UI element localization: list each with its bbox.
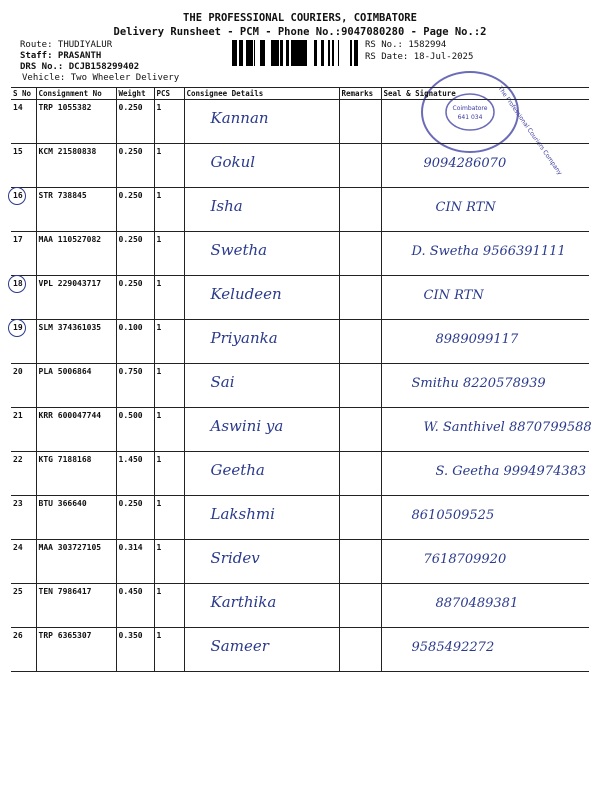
table-row	[11, 320, 589, 364]
signature-handwriting: CIN RTN	[435, 200, 496, 215]
barcode-bar	[355, 40, 358, 66]
pcs-cell: 1	[154, 144, 184, 188]
signature-cell	[381, 540, 589, 584]
signature-cell	[381, 144, 589, 188]
consignee-cell	[184, 100, 339, 144]
sno-cell: 15	[11, 144, 36, 188]
remarks-cell	[339, 452, 381, 496]
consignee-cell	[184, 452, 339, 496]
signature-handwriting: S. Geetha 9994974383	[435, 464, 587, 479]
consignment-cell: STR 738845	[36, 188, 116, 232]
barcode-bar	[293, 40, 296, 66]
weight-cell: 0.750	[116, 364, 154, 408]
col-pcs: PCS	[154, 88, 184, 100]
remarks-cell	[339, 276, 381, 320]
barcode-bar	[350, 40, 352, 66]
weight-cell: 1.450	[116, 452, 154, 496]
pcs-cell: 1	[154, 276, 184, 320]
sno-cell: 19	[11, 320, 36, 364]
signature-handwriting: Smithu 8220578939	[411, 376, 546, 391]
weight-cell: 0.314	[116, 540, 154, 584]
pcs-cell: 1	[154, 232, 184, 276]
pen-circle-mark	[8, 319, 26, 337]
signature-cell	[381, 320, 589, 364]
vehicle-field: Vehicle: Two Wheeler Delivery	[22, 73, 180, 83]
signature-cell	[381, 276, 589, 320]
consignee-cell	[184, 144, 339, 188]
remarks-cell	[339, 496, 381, 540]
consignee-cell	[184, 364, 339, 408]
drs-field: DRS No.: DCJB158299402	[20, 62, 140, 72]
consignment-cell: KCM 21580838	[36, 144, 116, 188]
pcs-cell: 1	[154, 408, 184, 452]
barcode-bar	[300, 40, 303, 66]
consignment-cell: TRP 6365307	[36, 628, 116, 672]
remarks-cell	[339, 628, 381, 672]
barcode-bar	[271, 40, 273, 66]
table-row	[11, 496, 589, 540]
consignment-cell: BTU 366640	[36, 496, 116, 540]
consignee-handwritten-name: Sameer	[210, 637, 269, 655]
sno-cell: 25	[11, 584, 36, 628]
barcode-bar	[314, 40, 317, 66]
col-consignee: Consignee Details	[184, 88, 339, 100]
consignment-cell: MAA 303727105	[36, 540, 116, 584]
sno-cell: 26	[11, 628, 36, 672]
barcode-bar	[286, 40, 289, 66]
barcode-bar	[354, 40, 355, 66]
col-sno: S No	[11, 88, 36, 100]
consignee-cell	[184, 232, 339, 276]
pen-circle-mark	[8, 275, 26, 293]
table-row	[11, 408, 589, 452]
barcode-bar	[280, 40, 283, 66]
consignee-cell	[184, 496, 339, 540]
signature-cell	[381, 188, 589, 232]
consignee-cell	[184, 628, 339, 672]
signature-handwriting: 8989099117	[435, 332, 519, 347]
signature-handwriting: 8870489381	[435, 596, 519, 611]
staff-field: Staff: PRASANTH	[20, 51, 102, 61]
signature-handwriting: 9094286070	[423, 156, 507, 171]
barcode	[232, 40, 360, 66]
weight-cell: 0.100	[116, 320, 154, 364]
consignment-cell: MAA 110527082	[36, 232, 116, 276]
sno-cell: 23	[11, 496, 36, 540]
stamp-pin: 641 034	[457, 114, 483, 121]
pcs-cell: 1	[154, 320, 184, 364]
barcode-bar	[236, 40, 237, 66]
table-row	[11, 188, 589, 232]
col-weight: Weight	[116, 88, 154, 100]
signature-cell	[381, 584, 589, 628]
consignee-handwritten-name: Sridev	[210, 549, 260, 567]
table-row	[11, 100, 589, 144]
barcode-bar	[296, 40, 299, 66]
barcode-bar	[332, 40, 333, 66]
signature-handwriting: 7618709920	[423, 552, 507, 567]
table-row	[11, 452, 589, 496]
signature-cell	[381, 100, 589, 144]
barcode-bar	[291, 40, 293, 66]
signature-cell	[381, 452, 589, 496]
consignee-handwritten-name: Karthika	[210, 593, 277, 611]
remarks-cell	[339, 100, 381, 144]
runsheet-table	[11, 87, 592, 672]
pcs-cell: 1	[154, 496, 184, 540]
pcs-cell: 1	[154, 452, 184, 496]
barcode-bar	[262, 40, 263, 66]
pcs-cell: 1	[154, 628, 184, 672]
rs-no-field: RS No.: 1582994	[365, 40, 447, 50]
table-row	[11, 364, 589, 408]
route-field: Route: THUDIYALUR	[20, 40, 113, 50]
table-row	[11, 232, 589, 276]
barcode-bar	[260, 40, 262, 66]
weight-cell: 0.250	[116, 100, 154, 144]
remarks-cell	[339, 540, 381, 584]
table-row	[11, 628, 589, 672]
consignment-cell: SLM 374361035	[36, 320, 116, 364]
barcode-bar	[246, 40, 248, 66]
pcs-cell: 1	[154, 584, 184, 628]
table-row	[11, 276, 589, 320]
weight-cell: 0.450	[116, 584, 154, 628]
table-header-row	[11, 88, 589, 100]
weight-cell: 0.500	[116, 408, 154, 452]
consignment-cell: TEN 7986417	[36, 584, 116, 628]
consignment-cell: PLA 5006864	[36, 364, 116, 408]
barcode-bar	[248, 40, 251, 66]
weight-cell: 0.250	[116, 496, 154, 540]
signature-cell	[381, 496, 589, 540]
sno-cell: 24	[11, 540, 36, 584]
sno-cell: 21	[11, 408, 36, 452]
barcode-bar	[242, 40, 243, 66]
consignee-handwritten-name: Aswini ya	[210, 417, 284, 435]
signature-cell	[381, 408, 592, 452]
barcode-bar	[232, 40, 234, 66]
barcode-bar	[299, 40, 300, 66]
weight-cell: 0.250	[116, 232, 154, 276]
signature-handwriting: 9585492272	[411, 640, 495, 655]
weight-cell: 0.350	[116, 628, 154, 672]
barcode-bar	[305, 40, 307, 66]
consignee-handwritten-name: Priyanka	[210, 329, 278, 347]
company-title: THE PROFESSIONAL COURIERS, COIMBATORE	[183, 12, 417, 24]
sno-cell: 18	[11, 276, 36, 320]
sno-cell: 16	[11, 188, 36, 232]
sno-cell: 14	[11, 100, 36, 144]
weight-cell: 0.250	[116, 188, 154, 232]
table-row	[11, 540, 589, 584]
table-row	[11, 144, 589, 188]
consignee-cell	[184, 320, 339, 364]
remarks-cell	[339, 364, 381, 408]
barcode-bar	[338, 40, 339, 66]
runsheet-subtitle: Delivery Runsheet - PCM - Phone No.:9047080280 - Page No.:2	[113, 26, 487, 38]
remarks-cell	[339, 144, 381, 188]
consignee-handwritten-name: Keludeen	[210, 285, 282, 303]
col-remarks: Remarks	[339, 88, 381, 100]
barcode-bar	[254, 40, 255, 66]
barcode-bar	[333, 40, 334, 66]
consignee-cell	[184, 188, 339, 232]
weight-cell: 0.250	[116, 144, 154, 188]
consignment-cell: VPL 229043717	[36, 276, 116, 320]
pcs-cell: 1	[154, 364, 184, 408]
barcode-bar	[328, 40, 330, 66]
remarks-cell	[339, 232, 381, 276]
consignment-cell: TRP 1055382	[36, 100, 116, 144]
remarks-cell	[339, 188, 381, 232]
pen-circle-mark	[8, 187, 26, 205]
remarks-cell	[339, 584, 381, 628]
barcode-bar	[263, 40, 265, 66]
pcs-cell: 1	[154, 540, 184, 584]
remarks-cell	[339, 408, 381, 452]
sno-cell: 22	[11, 452, 36, 496]
consignee-handwritten-name: Lakshmi	[210, 505, 275, 523]
consignee-handwritten-name: Gokul	[210, 153, 256, 171]
remarks-cell	[339, 320, 381, 364]
consignee-handwritten-name: Swetha	[210, 241, 268, 259]
weight-cell: 0.250	[116, 276, 154, 320]
pcs-cell: 1	[154, 100, 184, 144]
consignee-cell	[184, 540, 339, 584]
consignee-handwritten-name: Kannan	[210, 109, 269, 127]
barcode-bar	[251, 40, 253, 66]
consignment-cell: KTG 7188168	[36, 452, 116, 496]
table-row	[11, 584, 589, 628]
barcode-bar	[321, 40, 324, 66]
signature-cell	[381, 364, 589, 408]
consignee-cell	[184, 584, 339, 628]
signature-handwriting: D. Swetha 9566391111	[411, 244, 566, 259]
barcode-bar	[276, 40, 279, 66]
barcode-bar	[303, 40, 305, 66]
col-consignment: Consignment No	[36, 88, 116, 100]
consignee-cell	[184, 276, 339, 320]
sno-cell: 17	[11, 232, 36, 276]
barcode-bar	[273, 40, 276, 66]
rs-date-field: RS Date: 18-Jul-2025	[365, 52, 474, 62]
consignee-handwritten-name: Sai	[210, 373, 235, 391]
signature-handwriting: CIN RTN	[423, 288, 484, 303]
signature-handwriting: W. Santhivel 8870799588	[423, 420, 592, 435]
stamp-ring-text: The Professional Couriers Company	[496, 85, 564, 177]
consignment-cell: KRR 600047744	[36, 408, 116, 452]
signature-handwriting: 8610509525	[411, 508, 495, 523]
pcs-cell: 1	[154, 188, 184, 232]
consignee-handwritten-name: Geetha	[210, 461, 265, 479]
barcode-bar	[234, 40, 236, 66]
col-seal-signature: Seal & Signature	[381, 88, 589, 100]
signature-cell	[381, 628, 589, 672]
stamp-city: Coimbatore	[452, 105, 488, 112]
consignee-handwritten-name: Isha	[210, 197, 243, 215]
signature-cell	[381, 232, 589, 276]
barcode-bar	[239, 40, 242, 66]
sno-cell: 20	[11, 364, 36, 408]
consignee-cell	[184, 408, 339, 452]
